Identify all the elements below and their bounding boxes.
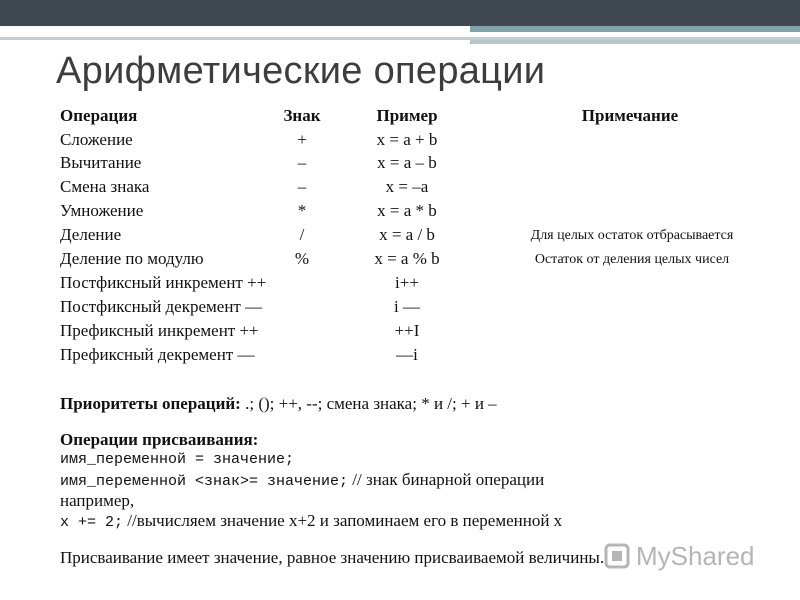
priorities-label: Приоритеты операций: xyxy=(60,394,241,413)
top-accent-bar xyxy=(470,26,800,32)
watermark xyxy=(604,536,755,576)
table-row xyxy=(0,130,800,154)
cell-example: i –– xyxy=(394,297,420,316)
cell-example: i++ xyxy=(395,273,419,292)
cell-operation: Вычитание xyxy=(60,153,142,172)
cell-operation: Сложение xyxy=(60,130,133,149)
cell-sign: – xyxy=(297,153,307,172)
header-note: Примечание xyxy=(581,106,679,125)
cell-sign: * xyxy=(297,201,307,220)
assignment-line-4-code: x += 2; xyxy=(60,514,124,531)
cell-sign: + xyxy=(297,130,307,149)
cell-operation: Постфиксный декремент –– xyxy=(60,297,263,316)
header-operation: Операция xyxy=(60,106,138,125)
assignment-line-2-comment: // знак бинарной операции xyxy=(348,470,545,489)
cell-note: Остаток от деления целых чисел xyxy=(534,252,730,267)
cell-note: Для целых остаток отбрасывается xyxy=(530,228,734,243)
cell-example: x = a % b xyxy=(374,249,440,268)
cell-example: ––i xyxy=(396,345,418,364)
table-row xyxy=(0,273,800,297)
table-row xyxy=(0,153,800,177)
assignment-heading: Операции присваивания: xyxy=(60,430,259,449)
cell-sign: % xyxy=(294,249,310,268)
cell-operation: Деление xyxy=(60,225,122,244)
assignment-line-3: например, xyxy=(60,491,135,510)
logo-icon xyxy=(604,543,630,569)
cell-sign: / xyxy=(299,225,305,244)
priorities-line xyxy=(60,394,780,414)
table-header-row xyxy=(0,106,800,130)
top-bar xyxy=(0,0,800,26)
assignment-line-4 xyxy=(60,511,780,531)
cell-example: x = a / b xyxy=(379,225,435,244)
cell-example: x = a – b xyxy=(377,153,437,172)
cell-operation: Деление по модулю xyxy=(60,249,204,268)
priorities-text: .; (); ++, --; смена знака; * и /; + и – xyxy=(240,394,497,413)
cell-example: x = a + b xyxy=(376,130,438,149)
table-row xyxy=(0,177,800,201)
footer-text: Присваивание имеет значение, равное значению присваиваемой величины. xyxy=(60,548,605,567)
table-row xyxy=(0,297,800,321)
assignment-line-2-code: имя_переменной <знак>= значение; xyxy=(60,473,349,490)
top-divider-accent xyxy=(470,40,800,44)
header-sign: Знак xyxy=(283,106,321,125)
cell-operation: Постфиксный инкремент ++ xyxy=(60,273,267,292)
cell-operation: Смена знака xyxy=(60,177,150,196)
table-row xyxy=(0,345,800,369)
cell-operation: Префиксный декремент –– xyxy=(60,345,255,364)
cell-operation: Префиксный инкремент ++ xyxy=(60,321,259,340)
assignment-line-1: имя_переменной = значение; xyxy=(60,451,295,468)
table-row xyxy=(0,201,800,225)
watermark-text: MyShared xyxy=(636,540,755,571)
slide-title: Арифметические операции xyxy=(56,50,546,92)
cell-example: x = –a xyxy=(385,177,429,196)
table-row xyxy=(0,321,800,345)
cell-example: ++I xyxy=(394,321,420,340)
table-row xyxy=(0,249,800,273)
assignment-line-2 xyxy=(60,470,780,490)
cell-operation: Умножение xyxy=(60,201,144,220)
table-row xyxy=(0,225,800,249)
assignment-line-4-comment: //вычисляем значение x+2 и запоминаем его в переменной x xyxy=(123,511,563,530)
cell-example: x = a * b xyxy=(377,201,437,220)
cell-sign: – xyxy=(297,177,307,196)
header-example: Пример xyxy=(376,106,438,125)
